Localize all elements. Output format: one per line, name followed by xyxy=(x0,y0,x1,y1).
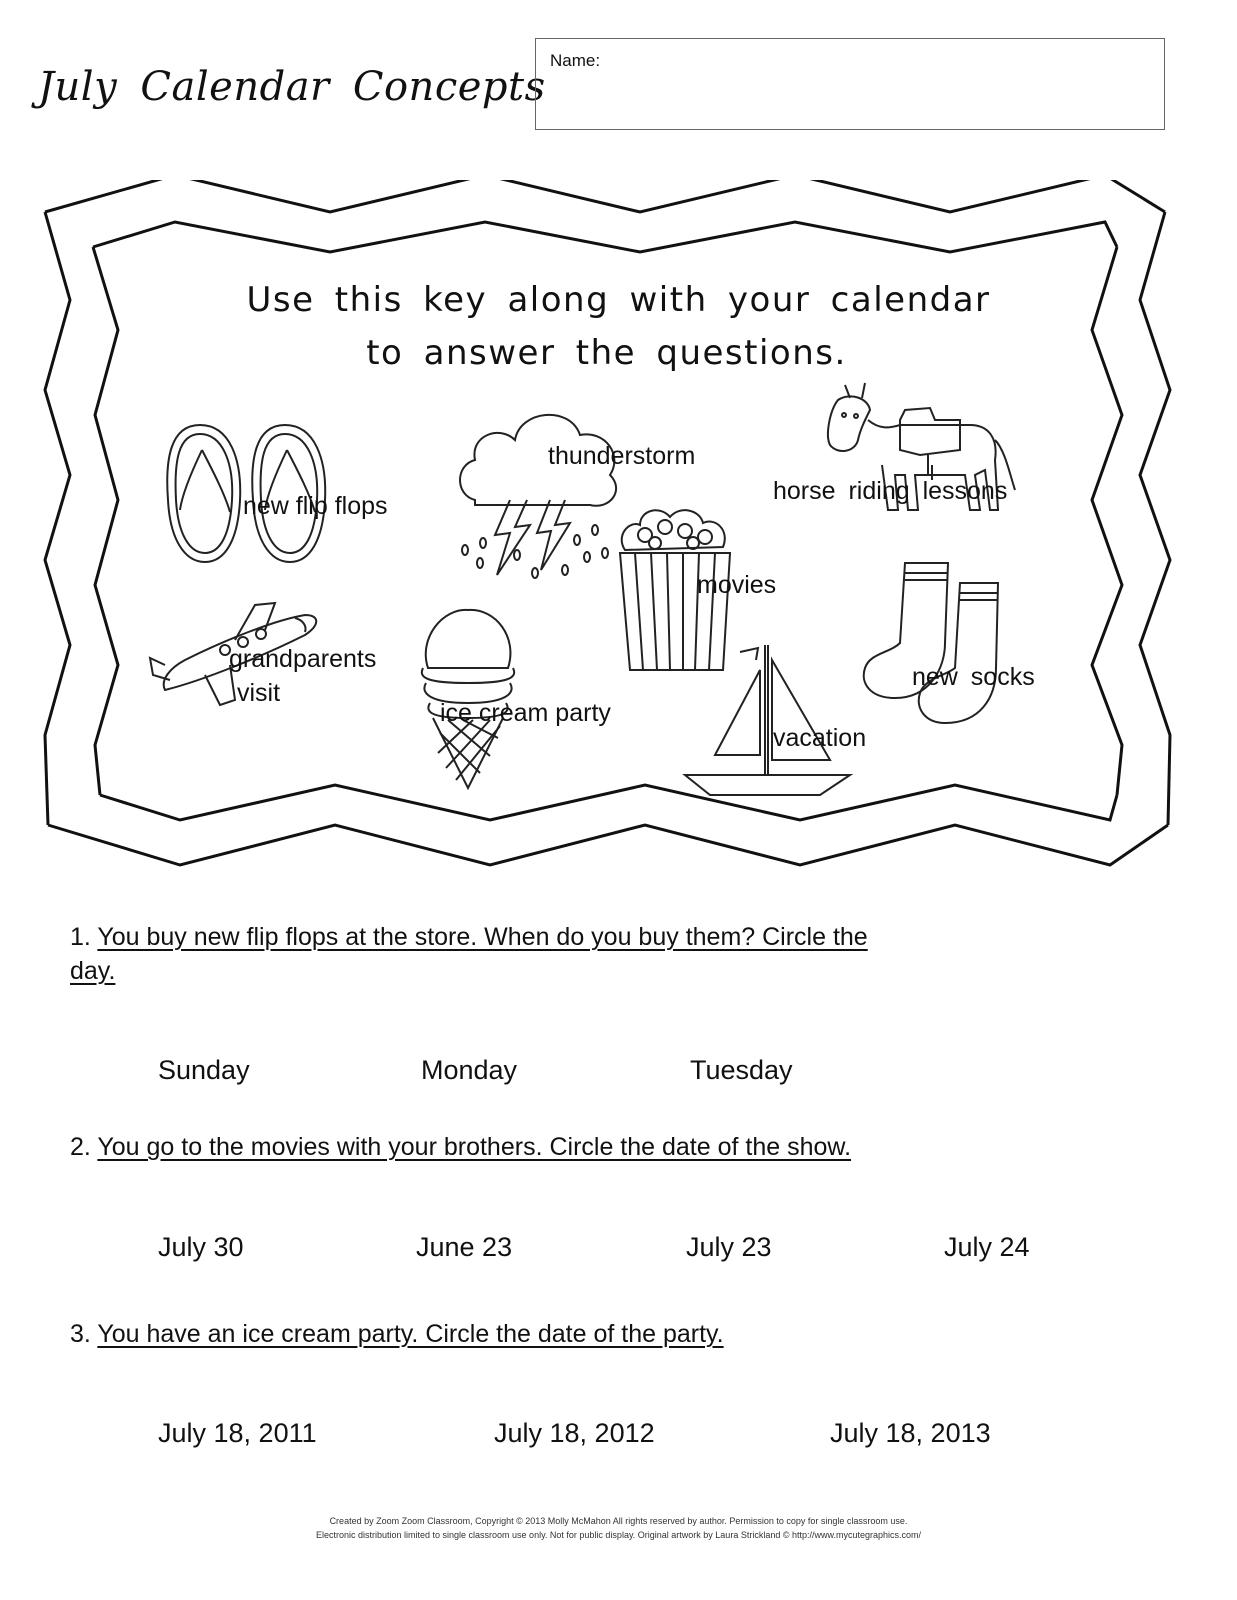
thunderstorm-icon xyxy=(455,405,625,585)
copyright-footer xyxy=(0,1514,1237,1542)
question-text: You have an ice cream party. Circle the date of the party. xyxy=(97,1320,724,1348)
question-text: You go to the movies with your brothers. Circle the date of the show. xyxy=(97,1133,852,1161)
flip-flops-label: new flip flops xyxy=(243,492,388,520)
sailboat-icon xyxy=(680,640,855,800)
answer-option[interactable]: July 18, 2011 xyxy=(158,1418,317,1448)
worksheet-title: July Calendar Concepts xyxy=(38,64,546,110)
visit-label: visit xyxy=(237,679,281,707)
footer-line1: Created by Zoom Zoom Classroom, Copyright © 2013 Molly McMahon All rights reserved by author. Permission to copy for single classroom use. xyxy=(329,1516,908,1526)
grandparents-label: grandparents xyxy=(229,645,377,673)
question-text-continued: day. xyxy=(70,957,116,985)
answer-option[interactable]: July 18, 2012 xyxy=(494,1418,655,1448)
question-number: 2. xyxy=(70,1133,91,1161)
answer-option[interactable]: July 30 xyxy=(158,1232,244,1262)
vacation-label: vacation xyxy=(773,724,867,752)
movies-label: movies xyxy=(697,571,777,599)
key-instruction-line1: Use this key along with your calendar xyxy=(246,280,991,320)
socks-icon xyxy=(860,558,1000,728)
name-label: Name: xyxy=(550,51,601,70)
question-3 xyxy=(70,1317,1115,1351)
name-field[interactable] xyxy=(535,38,1165,130)
answer-option[interactable]: Sunday xyxy=(158,1055,250,1085)
ice-cream-party-label: ice cream party xyxy=(440,699,611,727)
key-instruction-line2: to answer the questions. xyxy=(366,333,847,373)
question-number: 3. xyxy=(70,1320,91,1348)
answer-option[interactable]: June 23 xyxy=(416,1232,513,1262)
footer-line2: Electronic distribution limited to single classroom use only. Not for public display. Original artwork by Laura Strickland © http://www.mycutegraphics.com/ xyxy=(315,1530,922,1540)
question-1 xyxy=(70,920,1115,988)
new-socks-label: new socks xyxy=(912,663,1035,691)
answer-option[interactable]: Tuesday xyxy=(690,1055,793,1085)
horse-riding-label: horse riding lessons xyxy=(773,477,1008,505)
question-text: You buy new flip flops at the store. When do you buy them? Circle the xyxy=(97,923,868,951)
question-number: 1. xyxy=(70,923,91,951)
thunderstorm-label: thunderstorm xyxy=(548,442,696,470)
question-2 xyxy=(70,1130,1115,1164)
answer-option[interactable]: July 18, 2013 xyxy=(830,1418,991,1448)
answer-option[interactable]: July 24 xyxy=(944,1232,1030,1262)
answer-option[interactable]: Monday xyxy=(421,1055,518,1085)
answer-option[interactable]: July 23 xyxy=(686,1232,772,1262)
